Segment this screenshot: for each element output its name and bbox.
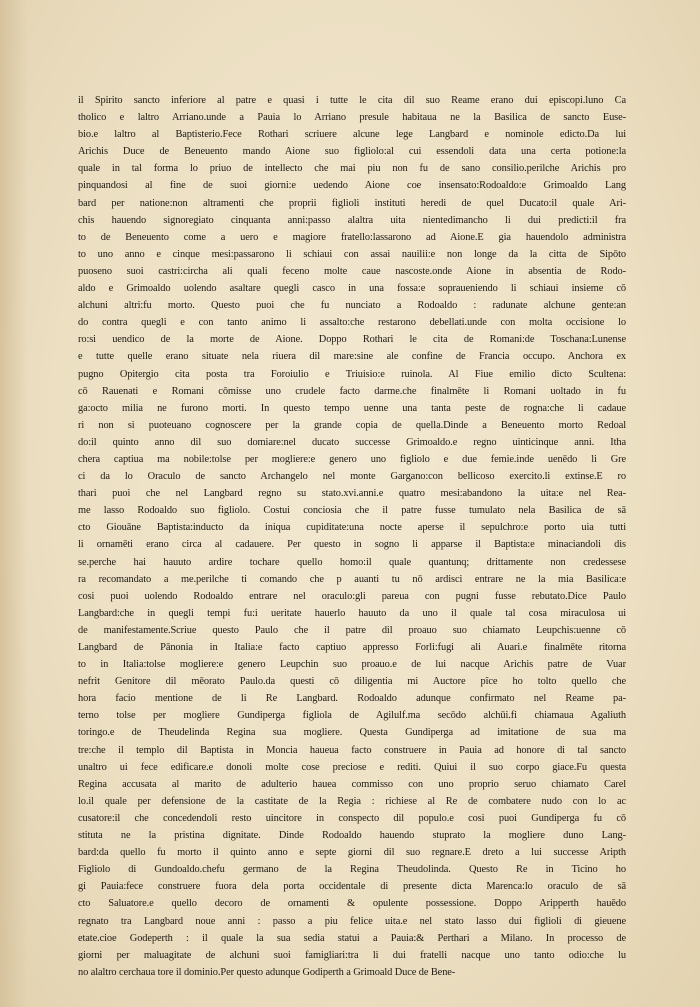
text-line: ro:si uendico de la morte de Aione. Doppo Rothari le cita de Romani:de Toschana:Lunense bbox=[78, 334, 626, 346]
text-line: tholico e laltro Arriano.unde a Pauia lo Arriano presule habitaua ne la Basilica de sancto Euse- bbox=[78, 112, 626, 124]
text-line: toringo.e de Theudelinda Regina sua mogliere. Questa Gundiperga ad imitatione de sua ma bbox=[78, 727, 626, 739]
text-line: tre:che il templo dil Baptista in Moncia haueua facto construere in Pauia ad honore di tal sancto bbox=[78, 744, 626, 756]
text-line: nefrit Genitore dil mēorato Paulo.da questi cō diligentia mi Auctore pîce ho tolto quello che bbox=[78, 676, 626, 688]
text-line: pugno Opitergio cita posta tra Foroiulio e Triuisio:e ruinola. Al Fiue emilio dicto Scultena: bbox=[78, 368, 626, 380]
text-line: alchuni altri:fu morto. Questo puoi che fu nunciato a Rodoaldo : radunate alchune gente:an bbox=[78, 300, 626, 312]
text-line: ci da lo Oraculo de sancto Archangelo nel monte Gargano:con bellicoso exercito.li extinse.E ro bbox=[78, 471, 626, 483]
text-line: no alaltro cerchaua tore il dominio.Per questo adunque Godiperth a Grimoald Duce de Bene- bbox=[78, 966, 456, 978]
text-line: Regina accusata al marito de adulterio hauea commisso con uno proprio seruo chiamato Carel bbox=[78, 778, 626, 790]
text-line: Arichis Duce de Beneuento mando Aione suo figliolo:al cui essendoli data una certa potione:la bbox=[78, 146, 626, 158]
text-line: pinquandosi al fine de suoi giorni:e uedendo Aione coe insensato:Rodoaldo:e Grimoaldo Lang bbox=[78, 180, 626, 192]
text-line: hora facio mentione de li Re Langbard. Rodoaldo adunque confirmato nel Reame pa- bbox=[78, 693, 626, 705]
text-line: unaltro ui fece edificare.e donoli molte cose preciose e rediti. Quiui il suo corpo giace.Fu questa bbox=[78, 761, 626, 773]
text-line: to uno anno e cinque mesi:passarono li schiaui con assai nauilii:e non longe da la citta de Sipōto bbox=[78, 248, 626, 260]
text-line: quale in tal forma lo priuo de intellecto che mai piu non fu de sano consilio.perilche Arichis pro bbox=[78, 163, 626, 175]
text-line: do:il quinto anno dil suo domiare:nel ducato successe Grimoaldo.e regno uinticinque anni. Itha bbox=[78, 436, 626, 448]
text-line: ga:octo milia ne furono morti. In questo tempo uenne una tanta peste de rogna:che li cadaue bbox=[78, 402, 626, 414]
text-line: thari puoi che nel Langbard regno su stato.xvi.anni.e quatro mesi:abandono la uita:e nel Rea- bbox=[78, 488, 626, 500]
text-line: ra recomandato a me.perilche ti comando che p auanti tu nō ardisci entrare ne la mia Basilica:e bbox=[78, 573, 626, 585]
text-line: de manifestamente.Scriue questo Paulo che il patre dil proauo suo chiamato Leupchis:uenne cō bbox=[78, 624, 626, 636]
text-line: cō Rauenati e Romani cōmisse uno crudele facto darme.che finalmēte li Romani uoltado in fu bbox=[78, 385, 626, 397]
text-line: chis hauendo signoregiato cinquanta anni:passo alaltra uita nientedimancho li dui predicti:il fra bbox=[78, 214, 626, 226]
text-line: gi Pauia:fece construere fuora dela porta occidentale di presente dicta Marenca:lo oraculo de sā bbox=[78, 881, 626, 893]
text-line: stituta ne la pristina dignitate. Dinde Rodoaldo hauendo stuprato la mogliere duno Lang- bbox=[78, 830, 626, 842]
text-line: il Spirito sancto inferiore al patre e quasi i tutte le cita dil suo Reame erano dui episcopi.luno Ca bbox=[78, 95, 626, 106]
text-line: se.perche hai hauuto ardire tochare quello homo:il quale quantunq; drittamente non credessese bbox=[78, 556, 626, 568]
text-line: ri non si puoteuano cognoscere per la grande copia de quella.Dinde a Beneuento morto Redoal bbox=[78, 419, 626, 431]
text-line: Langbard:che in quegli tempi fu:i ueritate hauerlo hauuto da uno il quale tal cosa miraculosa ui bbox=[78, 607, 626, 619]
text-line: lo.il quale per defensione de la castitate de la Regia : richiese al Re de combatere nudo con lo ac bbox=[78, 795, 626, 807]
text-line: me lasso Rodoaldo suo figliolo. Costui conciosia che il patre fusse tumulato nela Basilica de sā bbox=[78, 505, 626, 517]
text-line: Figliolo di Gundoaldo.chefu germano de la Regina Theudolinda. Questo Re in Ticino ho bbox=[78, 864, 626, 876]
text-line: to in Italia:tolse mogliere:e genero Leupchin suo proauo.e de lui nacque Arichis patre de Vuar bbox=[78, 659, 626, 671]
text-line: chera captiua ma nobile:tolse per mogliere:e genero uno figliolo e due femie.inde uenēdo li Gre bbox=[78, 453, 626, 465]
text-line: terno tolse per mogliere Gundiperga figliola de Agilulf.ma secōdo alchūi.fi chiamaua Agaliuth bbox=[78, 710, 626, 722]
text-line: bio.e laltro al Baptisterio.Fece Rothari scriuere alcune lege Langbard e nominole edicto.Da lui bbox=[78, 129, 626, 141]
text-line: e tutte quelle erano situate nela riuera dil mare:sine ale confine de Francia occupo. Anchora ex bbox=[78, 351, 626, 363]
text-line: puoseno suoi castri:circha ali quali feceno molte caue nascoste.onde Aione in absentia de Rodo- bbox=[78, 265, 626, 277]
text-column bbox=[78, 92, 626, 981]
text-line: to de Beneuento come a uero e magiore fratello:lassarono ad Aione.E gia hauendolo administra bbox=[78, 231, 626, 243]
text-line: li ornamēti erano circa al cadauere. Per questo in sogno li apparse il Baptista:e minaciandoli dis bbox=[78, 539, 626, 551]
text-line: regnato tra Langbard noue anni : passo a piu felice uita.e nel stato lasso dui figlioli di gieuene bbox=[78, 915, 626, 927]
text-line: do contra quegli e con tanto animo li assalto:che restarono debellati.unde con molta occisione lo bbox=[78, 317, 626, 329]
text-line: bard:da quello fu morto il quinto anno e septe giorni dil suo regnare.E dreto a lui successe Aripth bbox=[78, 847, 626, 859]
text-line: cusatore:il che concedendoli resto uincitore in conspecto dil populo.e cosi puoi Gundiperga fu cō bbox=[78, 812, 626, 824]
text-line: etate.cioe Godeperth : il quale la sua sedia statui a Pauia:& Perthari a Milano. In processo de bbox=[78, 932, 626, 944]
text-line: cto Saluatore.e quello decoro de ornamenti & opulente possessione. Doppo Aripperth hauēdo bbox=[78, 898, 626, 910]
text-line: Langbard de Pānonia in Italia:e facto captiuo appresso Forli:fugi ali Auari.e finalmēte ritorna bbox=[78, 642, 626, 653]
text-line: aldo e Grimoaldo uolendo asaltare quegli casco in una fossa:e sopraueniendo li schiaui insieme cō bbox=[78, 283, 626, 295]
text-line: cosi puoi uolendo Rodoaldo entrare nel oraculo:gli pareua con pugni fusse rebutato.Dice Paulo bbox=[78, 590, 626, 602]
text-line: giorni per maluagitate de alchuni suoi famigliari:tra li dui fratelli nacque uno tanto odio:che lu bbox=[78, 949, 626, 961]
text-line: cto Giouāne Baptista:inducto da iniqua cupiditate:una nocte aperse il sepulchro:e porto uia tutti bbox=[78, 522, 626, 534]
text-line: bard per natione:non altramenti che proprii figlioli instituti heredi de quel Ducato:il quale Ari- bbox=[78, 197, 626, 209]
